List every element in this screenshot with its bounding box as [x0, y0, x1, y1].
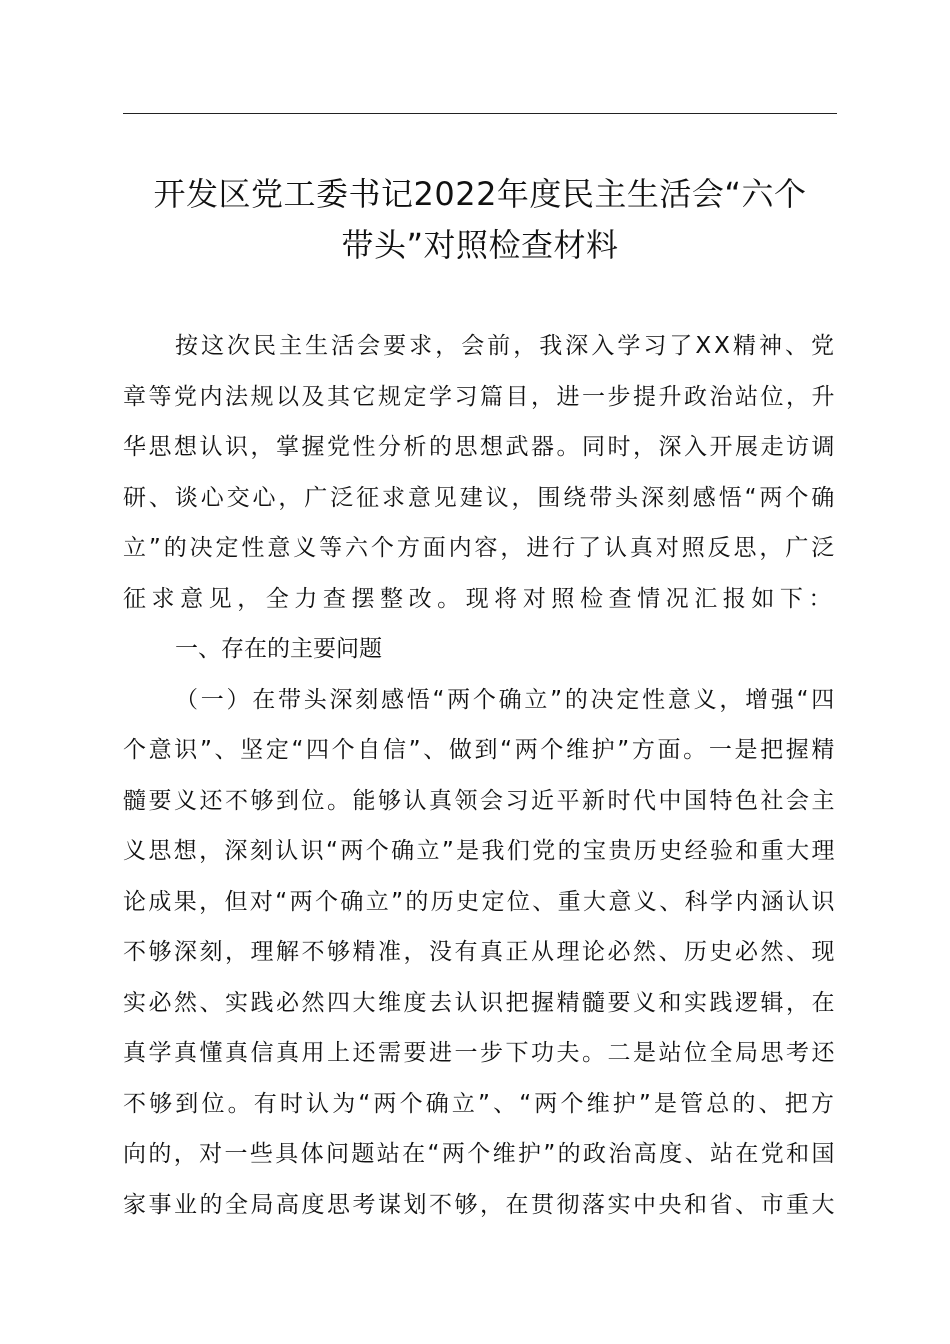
- header-rule: [123, 113, 837, 114]
- document-body: [123, 321, 837, 1230]
- paragraph-one-line: 家事业的全局高度思考谋划不够，在贯彻落实中央和省、市重大: [123, 1191, 837, 1218]
- paragraph-one-line: 向的，对一些具体问题站在“两个维护”的政治高度、站在党和国: [123, 1141, 837, 1167]
- paragraph-intro-line: 华思想认识，掌握党性分析的思想武器。同时，深入开展走访调: [123, 434, 837, 460]
- paragraph-intro-line: 征求意见，全力查摆整改。现将对照检查情况汇报如下：: [123, 585, 837, 612]
- paragraph-one-line: 不够深刻，理解不够精准，没有真正从理论必然、历史必然、现: [123, 939, 837, 965]
- title-line-2: 带头”对照检查材料: [341, 225, 619, 264]
- paragraph-one-line: 不够到位。有时认为“两个确立”、“两个维护”是管总的、把方: [123, 1090, 838, 1117]
- paragraph-intro-line: 章等党内法规以及其它规定学习篇目，进一步提升政治站位，升: [123, 383, 837, 410]
- paragraph-one-line: （一）在带头深刻感悟“两个确立”的决定性意义，增强“四: [175, 686, 837, 713]
- paragraph-intro-line: 立”的决定性意义等六个方面内容，进行了认真对照反思，广泛: [123, 535, 838, 561]
- paragraph-one-line: 义思想，深刻认识“两个确立”是我们党的宝贵历史经验和重大理: [123, 838, 837, 864]
- paragraph-one-line: 个意识”、坚定“四个自信”、做到“两个维护”方面。一是把握精: [123, 737, 838, 763]
- paragraph-intro-line: 研、谈心交心，广泛征求意见建议，围绕带头深刻感悟“两个确: [123, 484, 838, 511]
- document-title: [110, 168, 850, 269]
- paragraph-one-line: 实必然、实践必然四大维度去认识把握精髓要义和实践逻辑，在: [123, 989, 837, 1016]
- paragraph-one-line: 论成果，但对“两个确立”的历史定位、重大意义、科学内涵认识: [123, 888, 837, 915]
- section-heading: 一、存在的主要问题: [175, 636, 382, 662]
- paragraph-one-line: 髓要义还不够到位。能够认真领会习近平新时代中国特色社会主: [123, 787, 837, 814]
- paragraph-one-line: 真学真懂真信真用上还需要进一步下功夫。二是站位全局思考还: [123, 1040, 837, 1066]
- title-line-1: 开发区党工委书记2022年度民主生活会“六个: [153, 175, 807, 213]
- paragraph-intro-line: 按这次民主生活会要求，会前，我深入学习了XX精神、党: [175, 333, 838, 359]
